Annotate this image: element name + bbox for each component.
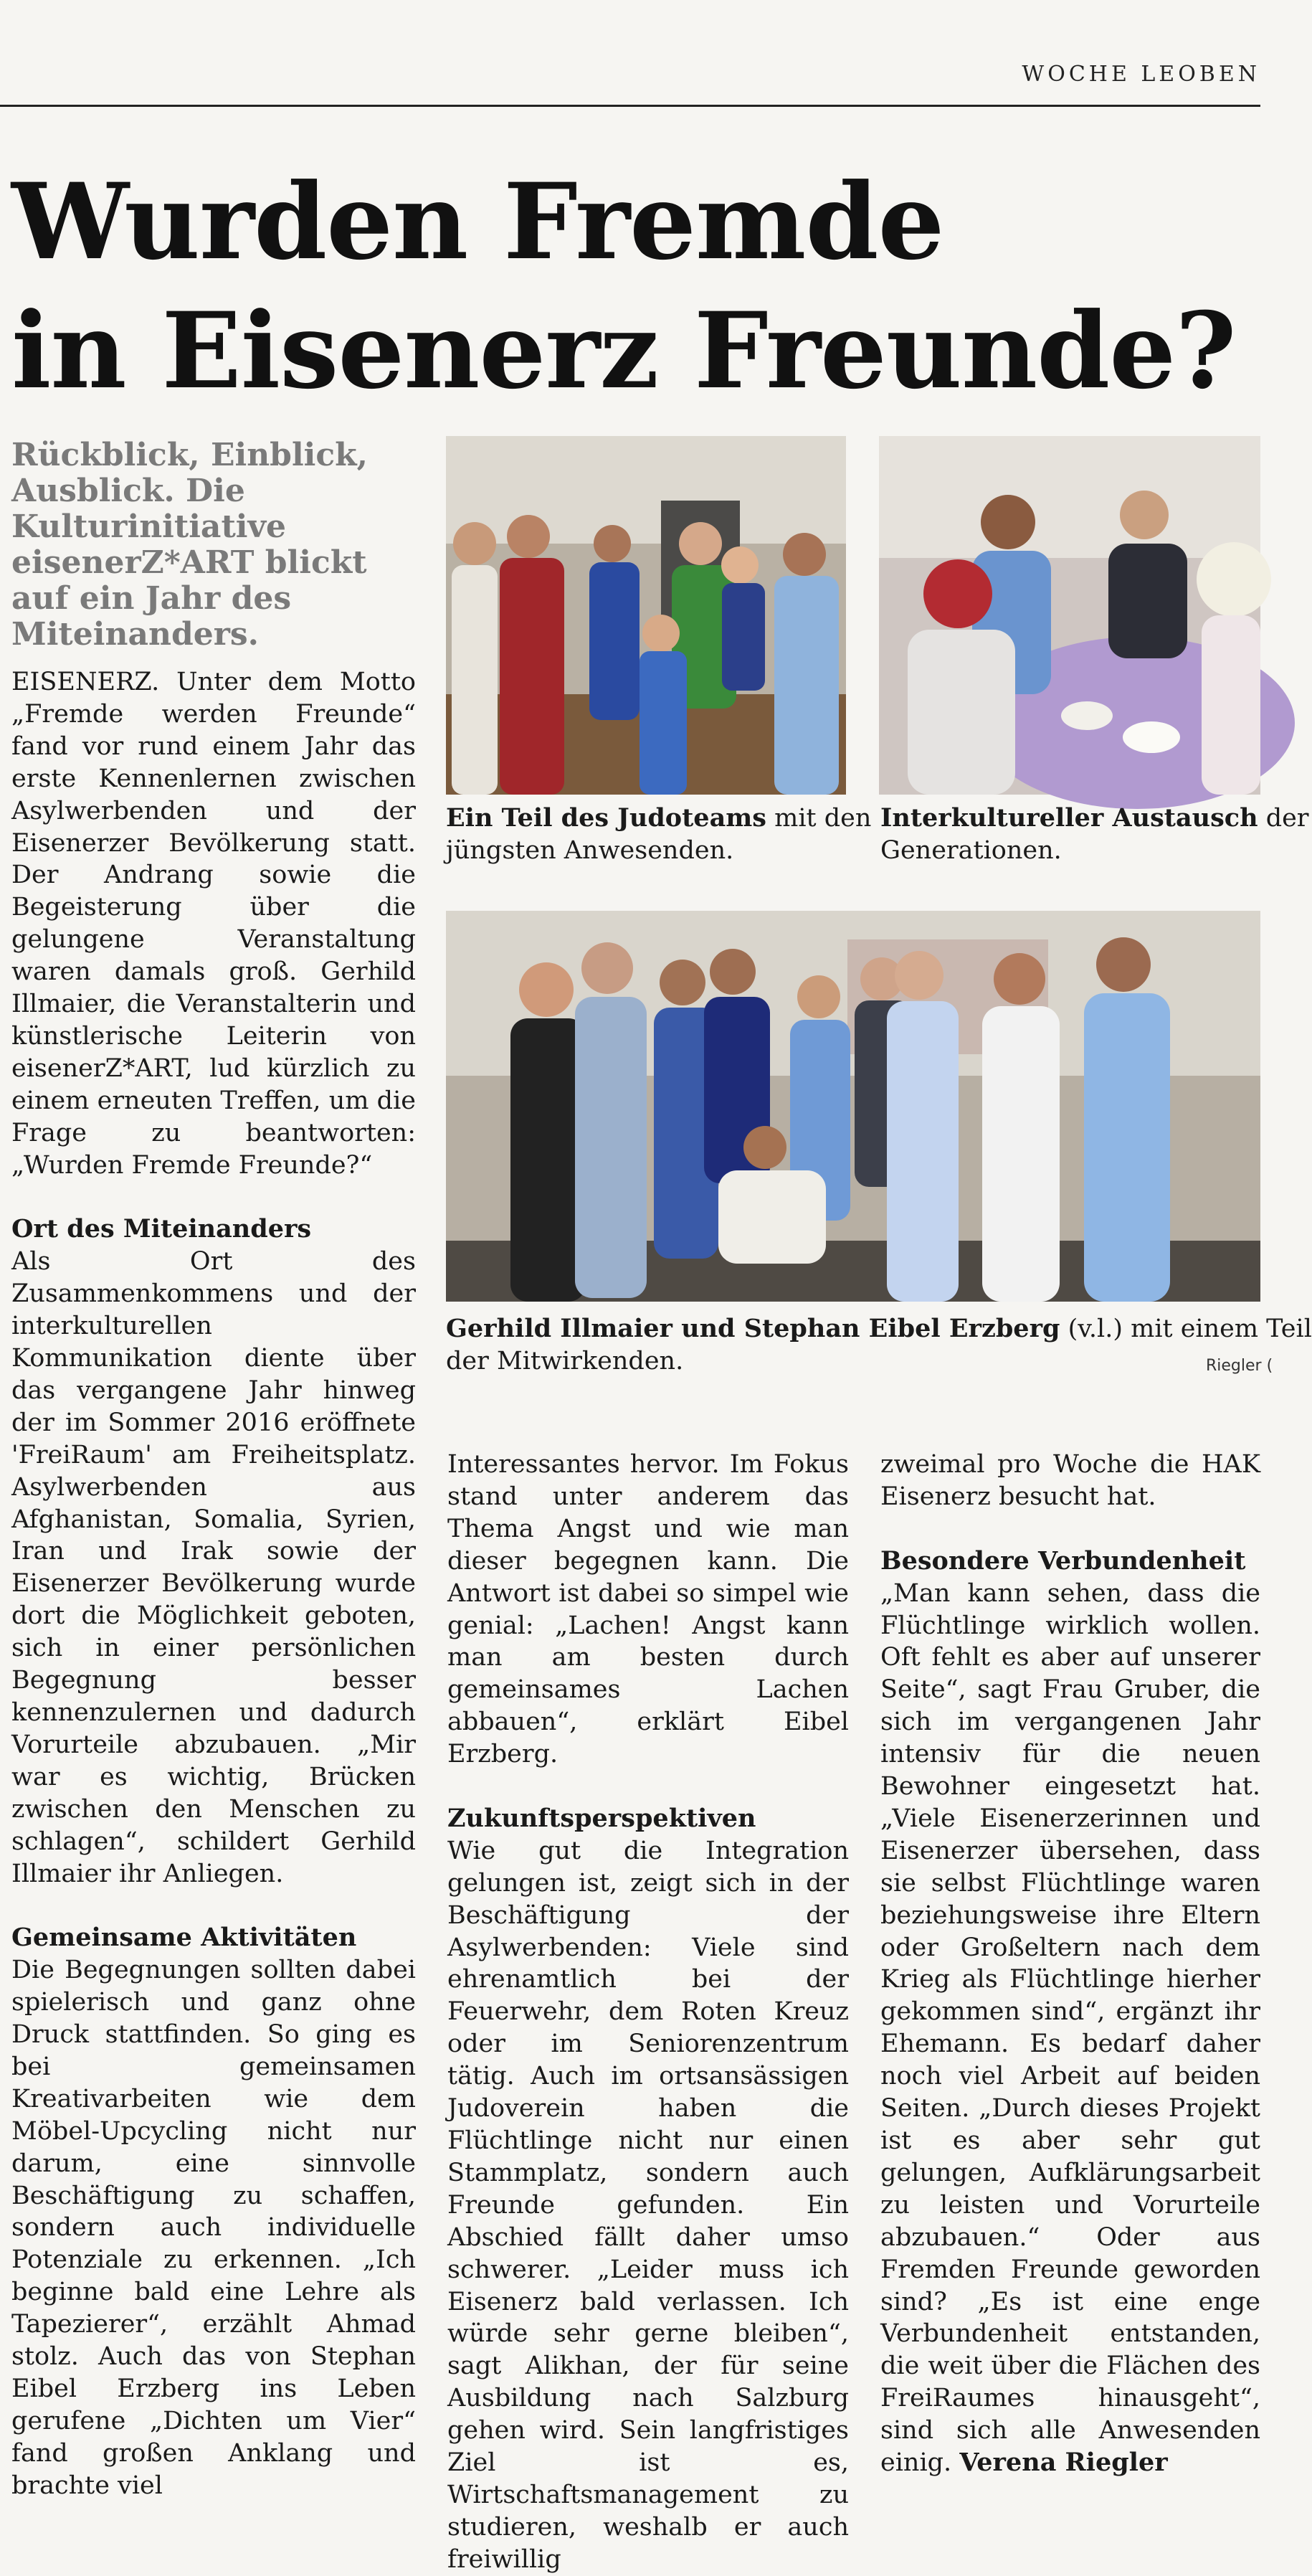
section-text-verbundenheit — [880, 1578, 1260, 2479]
section-text-verbundenheit-body: „Man kann sehen, dass die Flüchtlinge wirklich wollen. Oft fehlt es aber auf unserer Seite“, sagt Frau Gruber, die sich im vergangenen Jahr intensiv für die neuen Bewohner eingesetzt hat. „Viele Eisenerzerinnen und Eisenerzer übersehen, dass sie selbst Flüchtlinge waren beziehungsweise ihre Eltern oder Großeltern nach dem Krieg als Flüchtlinge hierher gekommen sind“, ergänzt ihr Ehemann. Es bedarf daher noch viel Arbeit auf beiden Seiten. „Durch dieses Projekt ist es aber sehr gut gelungen, Aufklärungsarbeit zu leisten und Vorurteile abzubauen.“ Oder aus Fremden Freunde geworden sind? „Es ist eine enge Verbundenheit entstanden, die weit über die Flächen des FreiRaumes hinausgeht“, sind sich alle Anwesenden einig. — [880, 1578, 1260, 2478]
photo-judo-caption — [446, 802, 871, 867]
section-heading-verbundenheit: Besondere Verbundenheit — [880, 1545, 1246, 1576]
photo-judo-team-image — [446, 436, 846, 795]
photo-judo-caption-bold: Ein Teil des Judoteams — [446, 803, 766, 833]
headline-line-1: Wurden Fremde — [11, 161, 944, 283]
photo-generations-caption-rest2: Generationen. — [880, 836, 1062, 865]
photo-generations-caption-rest1: der — [1258, 804, 1309, 833]
text-column-1 — [11, 666, 416, 2502]
photo-generations-caption-bold: Interkultureller Austausch — [880, 803, 1258, 833]
section-heading-aktivitaeten: Gemeinsame Aktivitäten — [11, 1923, 357, 1953]
photo-judo-caption-rest2: jüngsten Anwesenden. — [446, 836, 734, 865]
photo-judo-team — [446, 436, 846, 795]
intro-paragraph: EISENERZ. Unter dem Motto „Fremde werden Freunde“ fand vor rund einem Jahr das erste Kennenlernen zwischen Asylwerbenden und der Eisenerzer Bevölkerung statt. Der Andrang sowie die Begeisterung über die gelungene Veranstaltung waren damals groß. Gerhild Illmaier, die Veranstalterin und künstlerische Leiterin von eisenerZ*ART, lud kürzlich zu einem erneuten Treffen, um die Frage zu beantworten: „Wurden Fremde Freunde?“ — [11, 668, 416, 1180]
article-lead: Rückblick, Einblick, Ausblick. Die Kulturinitiative eisenerZ*ART blickt auf ein Jahr des Miteinanders. — [11, 437, 368, 653]
col2-continuation: Interessantes hervor. Im Fokus stand unter anderem das Thema Angst und wie man dieser begegnen kann. Die Antwort ist dabei so simpel wie genial: „Lachen! Angst kann man am besten durch gemeinsames Lachen abbauen“, erklärt Eibel Erzberg. — [447, 1450, 849, 1769]
newspaper-header: WOCHE LEOBEN — [1022, 62, 1260, 87]
section-heading-ort: Ort des Miteinanders — [11, 1214, 312, 1244]
photo-group-caption — [446, 1312, 1312, 1378]
photo-credit: Riegler ( — [1206, 1357, 1273, 1375]
article-headline — [11, 158, 1259, 416]
headline-line-2: in Eisenerz Freunde? — [11, 290, 1236, 412]
text-column-3 — [880, 1449, 1260, 2479]
author-byline: Verena Riegler — [959, 2448, 1168, 2478]
col3-continuation: zweimal pro Woche die HAK Eisenerz besucht hat. — [880, 1450, 1260, 1511]
photo-generations — [879, 436, 1260, 795]
photo-group-image — [446, 911, 1260, 1302]
header-rule — [0, 105, 1260, 107]
photo-group-caption-rest1: (v.l.) mit einem Teil — [1060, 1315, 1312, 1343]
section-text-zukunft: Wie gut die Integration gelungen ist, zeigt sich in der Beschäftigung der Asylwerbenden: Viele sind ehrenamtlich bei der Feuerwehr, dem Roten Kreuz oder im Seniorenzentrum tätig. Auch im ortsansässigen Judoverein haben die Flüchtlinge nicht nur einen Stammplatz, sondern auch Freunde gefunden. Ein Abschied fällt daher umso schwerer. „Leider muss ich Eisenerz bald verlassen. Ich würde sehr gerne bleiben“, sagt Alikhan, der für seine Ausbildung nach Salzburg gehen wird. Sein langfristiges Ziel ist es, Wirtschaftsmanagement zu studieren, weshalb er auch freiwillig — [447, 1836, 849, 2574]
section-text-ort: Als Ort des Zusammenkommens und der interkulturellen Kommunikation diente über das vergangene Jahr hinweg der im Sommer 2016 eröffnete 'FreiRaum' am Freiheitsplatz. Asylwerbenden aus Afghanistan, Somalia, Syrien, Iran und Irak sowie der Eisenerzer Bevölkerung wurde dort die Möglichkeit geboten, sich in einer persönlichen Begegnung besser kennenzulernen und dadurch Vorurteile abzubauen. „Mir war es wichtig, Brücken zwischen den Menschen zu schlagen“, schildert Gerhild Illmaier ihr Anliegen. — [11, 1247, 416, 1888]
photo-group — [446, 911, 1260, 1302]
photo-group-caption-rest2: der Mitwirkenden. — [446, 1347, 684, 1375]
photo-group-caption-bold: Gerhild Illmaier und Stephan Eibel Erzberg — [446, 1314, 1060, 1343]
section-text-aktivitaeten: Die Begegnungen sollten dabei spielerisch und ganz ohne Druck stattfinden. So ging es bei gemeinsamen Kreativarbeiten wie dem Möbel-Upcycling nicht nur darum, eine sinnvolle Beschäftigung zu schaffen, sondern auch individuelle Potenziale zu erkennen. „Ich beginne bald eine Lehre als Tapezierer“, erzählt Ahmad stolz. Auch das von Stephan Eibel Erzberg ins Leben gerufene „Dichten um Vier“ fand großen Anklang und brachte viel — [11, 1956, 416, 2500]
photo-judo-caption-rest1: mit den — [766, 804, 872, 833]
section-heading-zukunft: Zukunftsperspektiven — [447, 1803, 756, 1833]
text-column-2 — [447, 1449, 849, 2576]
photo-generations-caption — [880, 802, 1309, 867]
photo-generations-image — [879, 436, 1260, 795]
